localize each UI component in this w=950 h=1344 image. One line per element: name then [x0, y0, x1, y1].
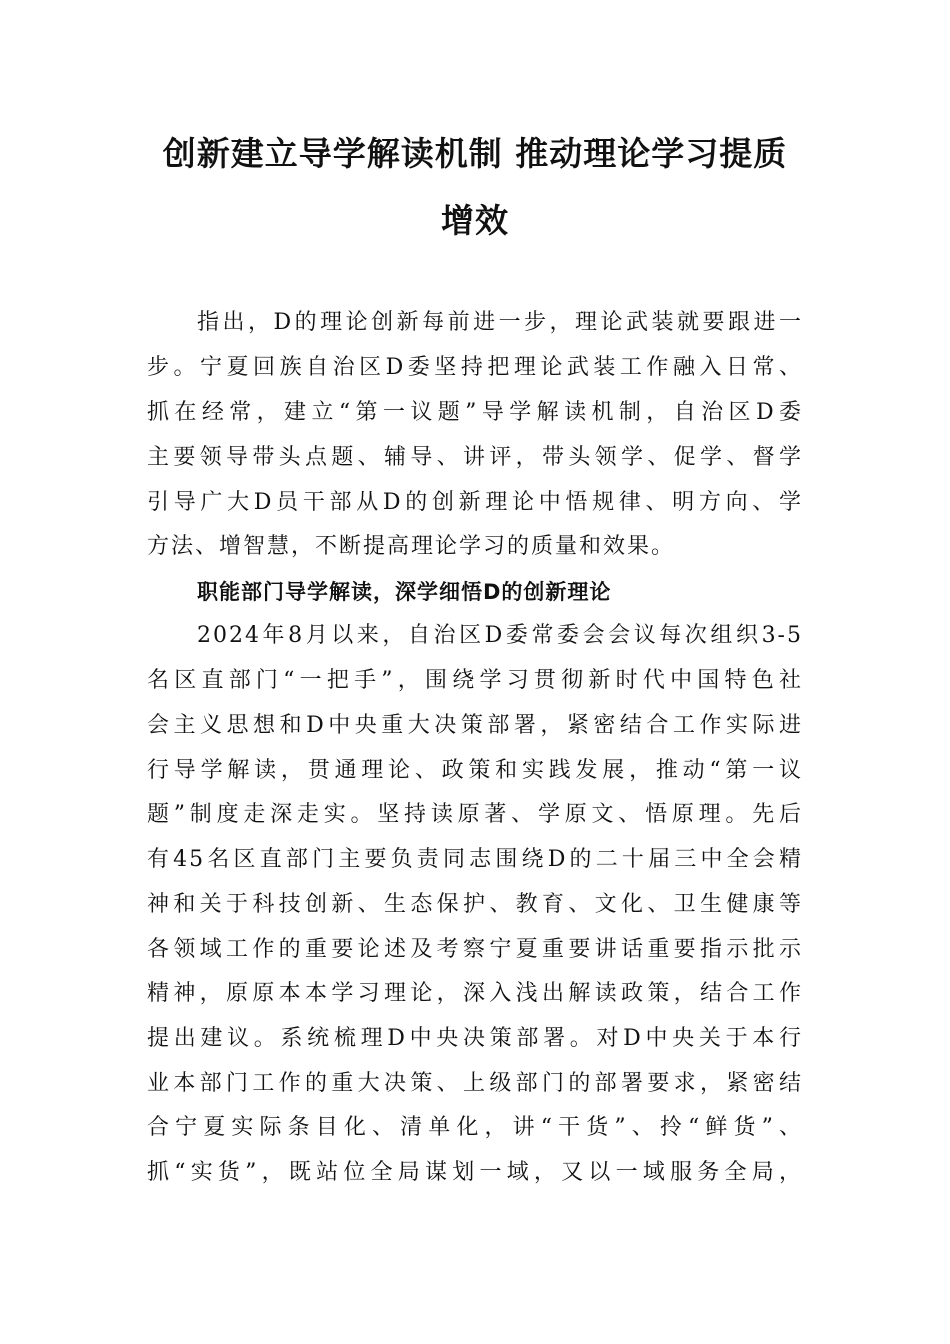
text-line: 精神，原原本本学习理论，深入浅出解读政策，结合工作	[147, 981, 803, 1006]
text-line: 抓在经常，建立“第一议题”导学解读机制，自治区D委	[147, 400, 803, 425]
text-line: 2024年8月以来，自治区D委常委会会议每次组织3-5	[197, 623, 803, 648]
text-line: 方法、增智慧，不断提高理论学习的质量和效果。	[147, 534, 676, 559]
text-line: 各领域工作的重要论述及考察宁夏重要讲话重要指示批示	[147, 937, 803, 962]
document-title-line-2: 增效	[441, 201, 509, 240]
text-line: 会主义思想和D中央重大决策部署，紧密结合工作实际进	[147, 713, 803, 738]
text-line: 有45名区直部门主要负责同志围绕D的二十届三中全会精	[147, 847, 803, 872]
text-line: 行导学解读，贯通理论、政策和实践发展，推动“第一议	[147, 758, 803, 783]
text-line: 抓“实货”，既站位全局谋划一域，又以一域服务全局，	[147, 1160, 803, 1185]
document-title-line-1: 创新建立导学解读机制 推动理论学习提质	[162, 134, 788, 173]
text-line: 步。宁夏回族自治区D委坚持把理论武装工作融入日常、	[147, 355, 803, 380]
text-line: 业本部门工作的重大决策、上级部门的部署要求，紧密结	[147, 1071, 803, 1096]
text-line: 合宁夏实际条目化、清单化，讲“干货”、拎“鲜货”、	[147, 1115, 803, 1140]
text-line: 主要领导带头点题、辅导、讲评，带头领学、促学、督学	[147, 445, 803, 470]
text-line: 指出，D的理论创新每前进一步，理论武装就要跟进一	[197, 310, 803, 335]
text-line: 引导广大D员干部从D的创新理论中悟规律、明方向、学	[147, 490, 803, 515]
text-line: 题”制度走深走实。坚持读原著、学原文、悟原理。先后	[147, 802, 803, 827]
text-line: 神和关于科技创新、生态保护、教育、文化、卫生健康等	[147, 892, 803, 917]
text-line: 提出建议。系统梳理D中央决策部署。对D中央关于本行	[147, 1026, 803, 1051]
section-heading: 职能部门导学解读，深学细悟D的创新理论	[197, 580, 612, 604]
text-line: 名区直部门“一把手”，围绕学习贯彻新时代中国特色社	[147, 668, 803, 693]
